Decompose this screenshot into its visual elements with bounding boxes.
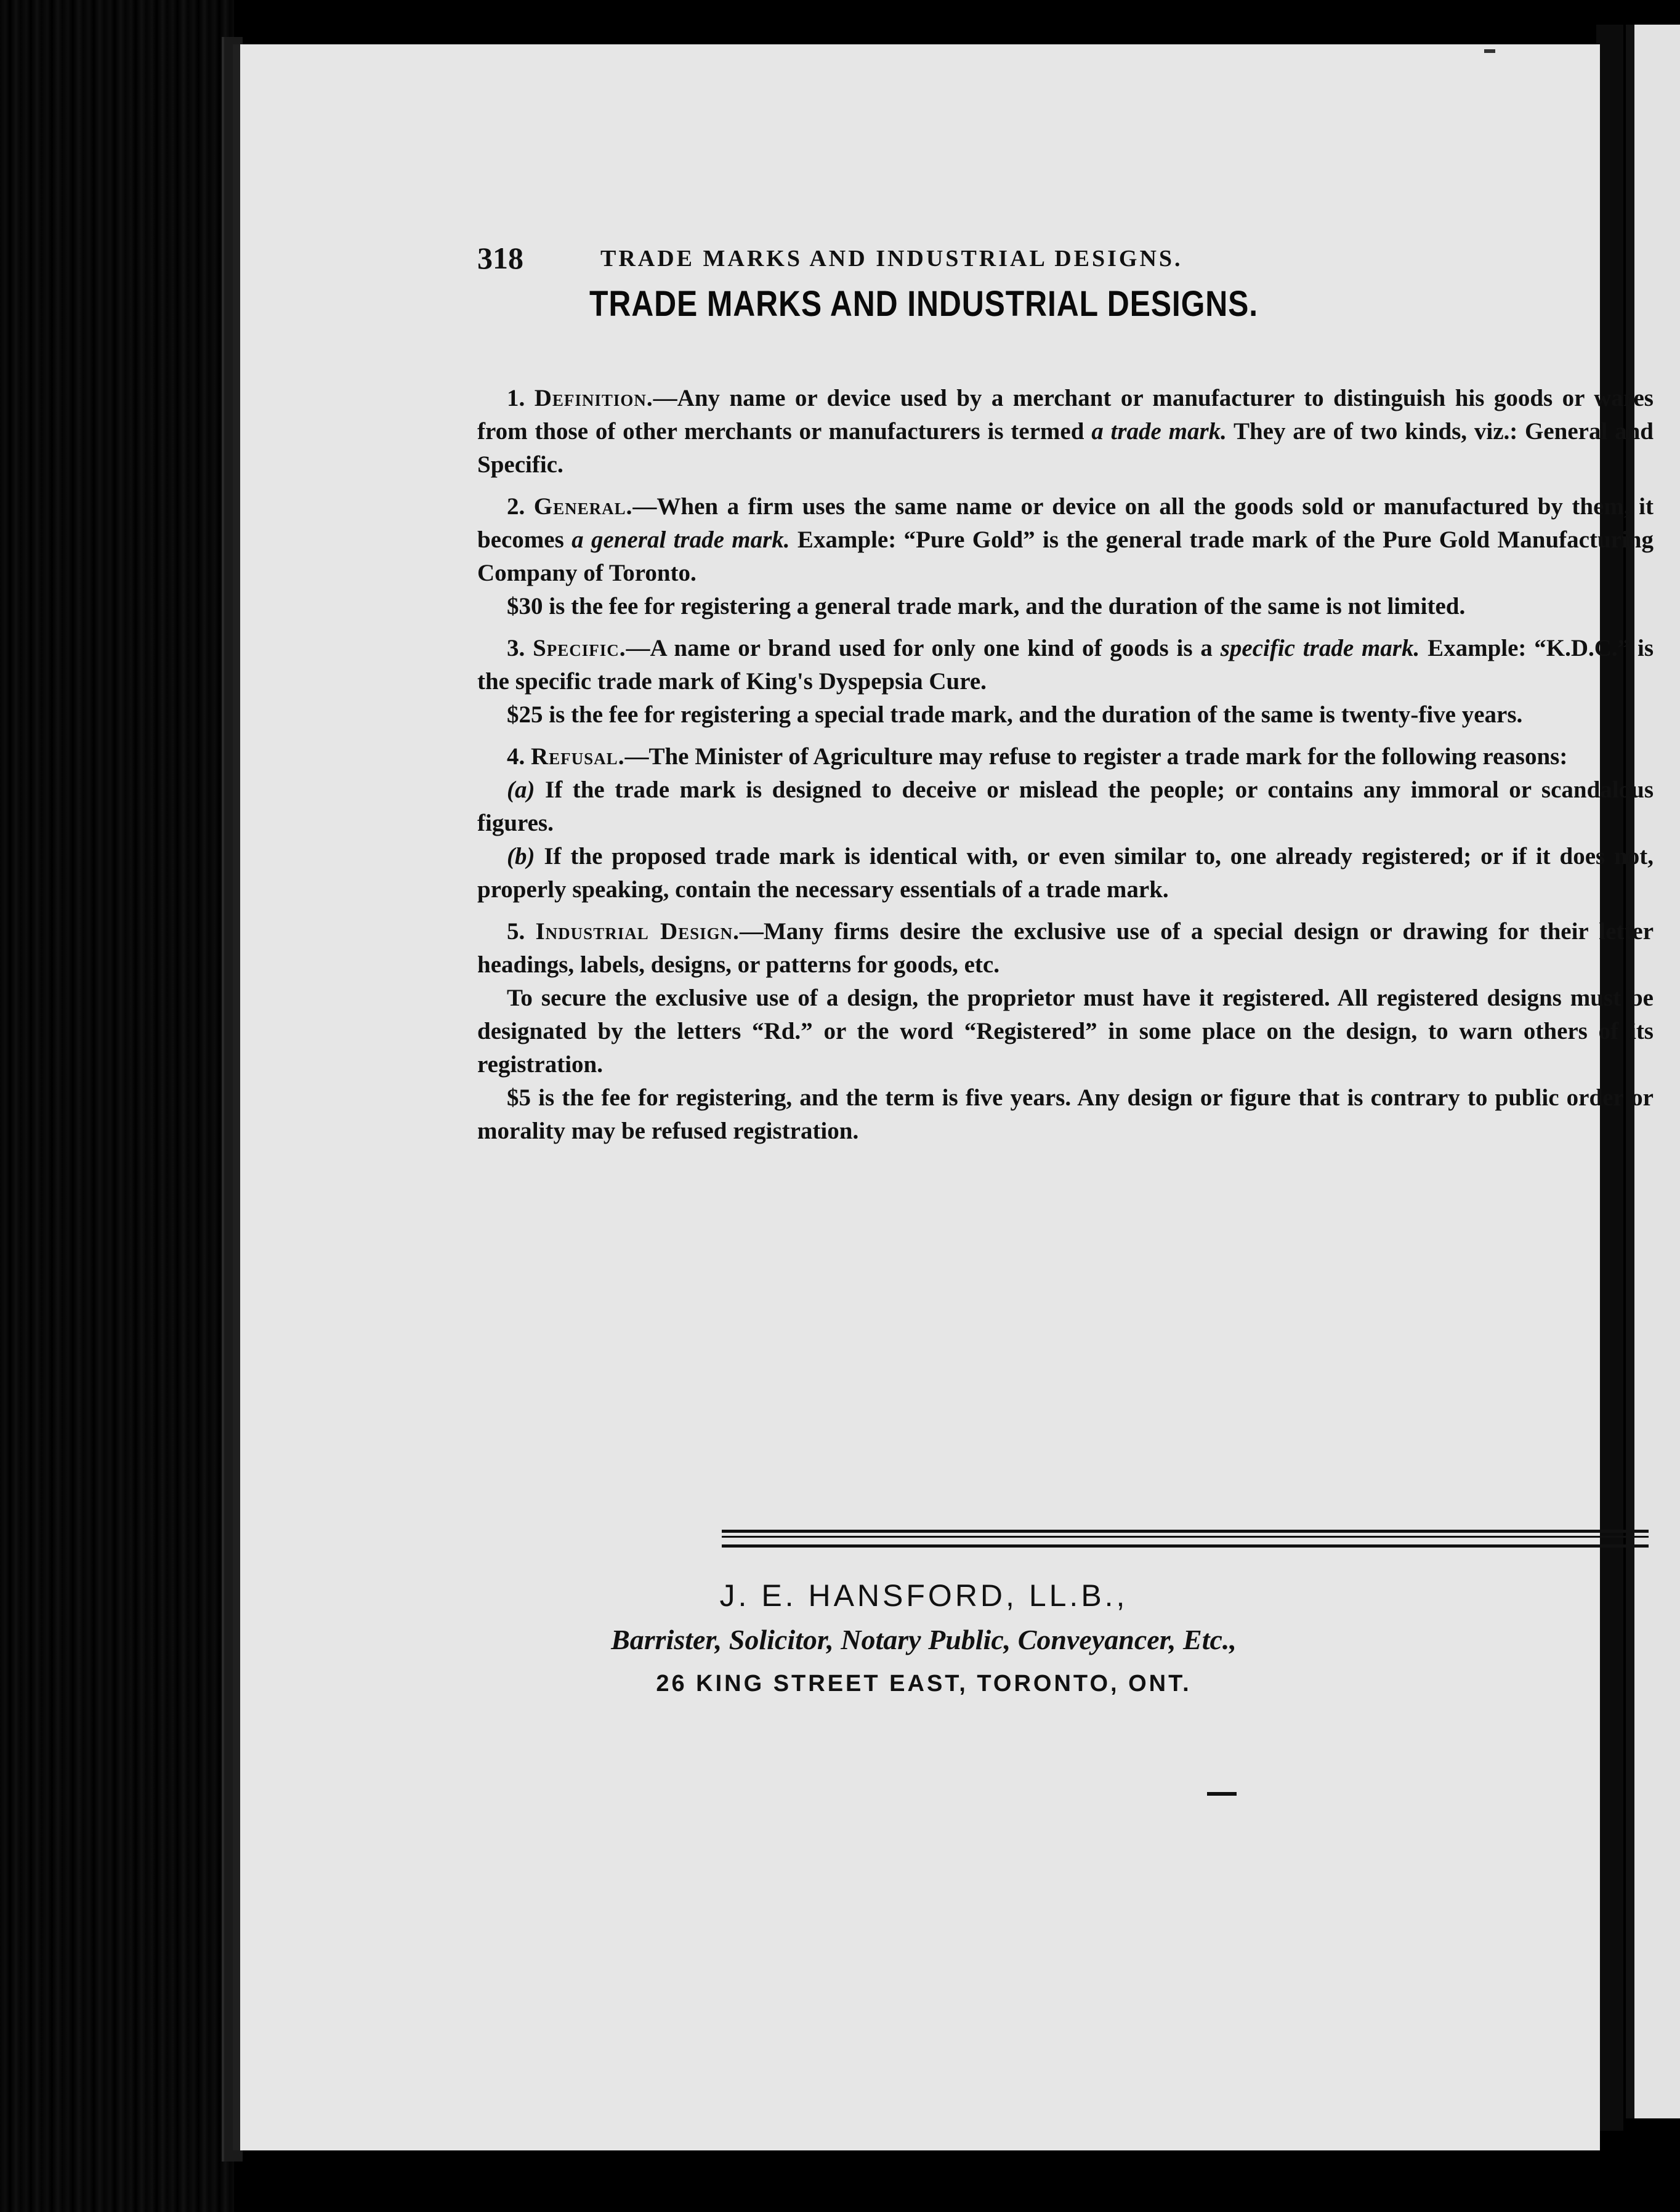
- paragraph-specific: 3. Specific.—A name or brand used for only one kind of goods is a specific trade mark. Example: “K.D.C.” is the specific trade mark of King's Dyspepsia Cure.: [477, 635, 1654, 695]
- paragraph-general-fee: $30 is the fee for registering a general trade mark, and the duration of the same is not limited.: [507, 593, 1466, 620]
- business-card-advertisement: [240, 1578, 1607, 1697]
- heading-refusal: Refusal.: [531, 743, 625, 770]
- divider-rules: [722, 1530, 1649, 1554]
- heading-specific: Specific.: [533, 635, 626, 661]
- heading-industrial-design: Industrial Design.: [535, 918, 740, 945]
- page-number: 318: [477, 241, 523, 275]
- paragraph-refusal-b: (b) If the proposed trade mark is identical with, or even similar to, one already registered; or if it does not, properly speaking, contain the necessary essentials of a trade mark.: [477, 843, 1654, 903]
- article-body: [477, 382, 1654, 1148]
- advertiser-name: J. E. HANSFORD, LL.B.,: [719, 1578, 1128, 1613]
- paragraph-industrial-design: 5. Industrial Design.—Many firms desire the exclusive use of a special design or drawing for their letter headings, labels, designs, or patterns for goods, etc.: [477, 918, 1654, 978]
- advertiser-profession: Barrister, Solicitor, Notary Public, Conveyancer, Etc.,: [611, 1624, 1237, 1655]
- paragraph-refusal: 4. Refusal.—The Minister of Agriculture may refuse to register a trade mark for the following reasons:: [507, 743, 1568, 770]
- paragraph-industrial-fee: $5 is the fee for registering, and the term is five years. Any design or figure that is contrary to public order or morality may be refused registration.: [477, 1084, 1654, 1144]
- paragraph-industrial-secure: To secure the exclusive use of a design, the proprietor must have it registered. All registered designs must be designated by the letters “Rd.” or the word “Registered” in some place on the design, to warn others of its registration.: [477, 985, 1654, 1078]
- page-title: TRADE MARKS AND INDUSTRIAL DESIGNS.: [589, 284, 1258, 324]
- paragraph-general: 2. General.—When a firm uses the same name or device on all the goods sold or manufactured by them, it becomes a general trade mark. Example: “Pure Gold” is the general trade mark of the Pure Gold Manufacturing Company of Toronto.: [477, 493, 1654, 586]
- heading-general: General.: [533, 493, 633, 520]
- print-mark: [1207, 1792, 1237, 1796]
- divider-rule-middle: [722, 1536, 1649, 1538]
- divider-rule-top: [722, 1530, 1649, 1533]
- paragraph-specific-fee: $25 is the fee for registering a special trade mark, and the duration of the same is twenty-five years.: [507, 701, 1523, 728]
- running-head: [477, 240, 1512, 277]
- paragraph-refusal-a: (a) If the trade mark is designed to deceive or mislead the people; or contains any immoral or scandalous figures.: [477, 777, 1654, 836]
- running-title: TRADE MARKS AND INDUSTRIAL DESIGNS.: [600, 246, 1183, 272]
- book-page: [233, 44, 1654, 2150]
- heading-definition: Definition.: [534, 385, 653, 411]
- divider-rule-bottom: [722, 1544, 1649, 1548]
- print-speck: [1484, 49, 1495, 53]
- book-spine: [0, 0, 234, 2212]
- advertiser-address: 26 KING STREET EAST, TORONTO, ONT.: [656, 1671, 1192, 1697]
- paragraph-definition: 1. Definition.—Any name or device used by a merchant or manufacturer to distinguish his goods or wares from those of other merchants or manufacturers is termed a trade mark. They are of two kinds, viz.: General and Specific.: [477, 385, 1654, 478]
